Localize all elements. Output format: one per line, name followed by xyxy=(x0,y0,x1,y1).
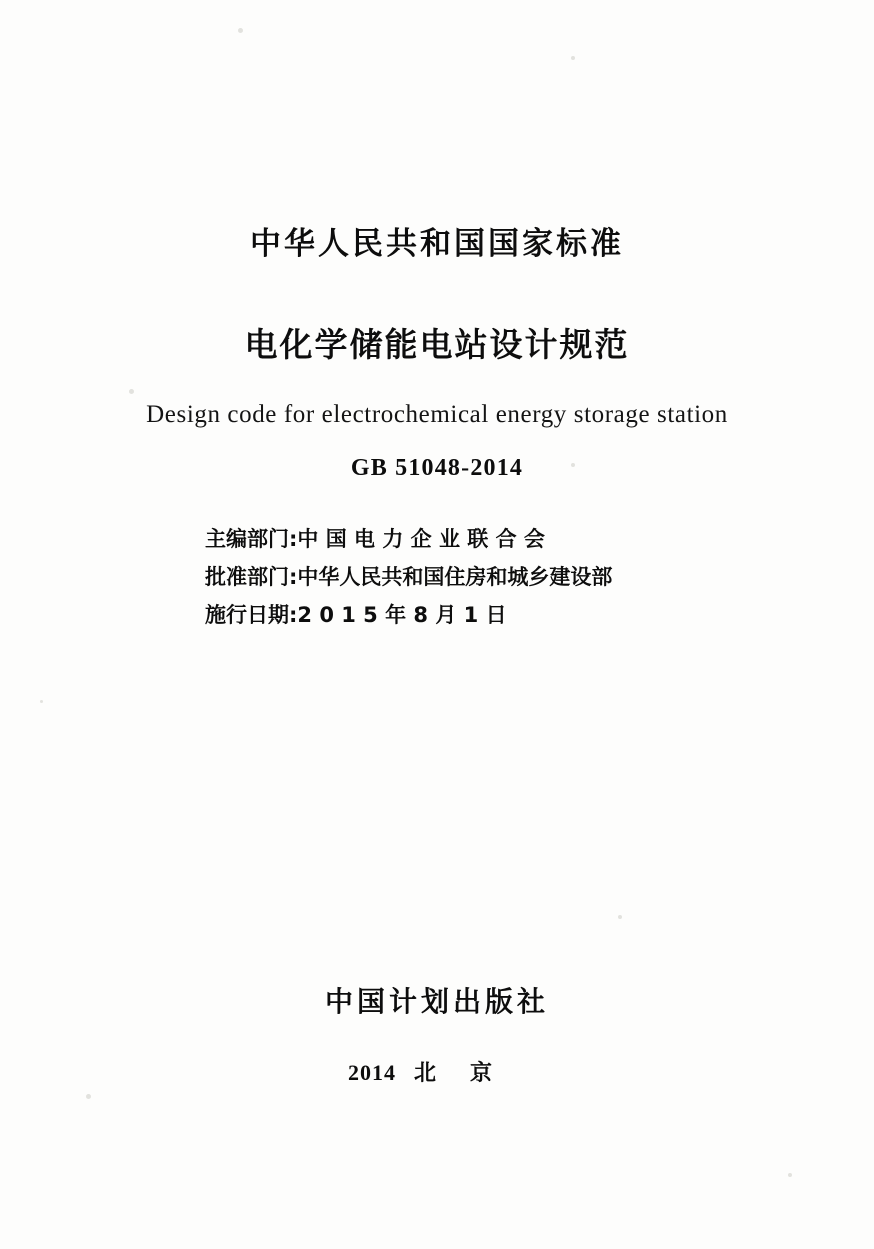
national-standard-header: 中华人民共和国国家标准 xyxy=(250,226,624,262)
metadata-block xyxy=(0,520,874,634)
metadata-row-chief-department xyxy=(205,520,874,558)
effective-date-label: 施行日期: xyxy=(205,603,298,627)
document-title-english: Design code for electrochemical energy storage station xyxy=(146,401,728,428)
approval-department-label: 批准部门: xyxy=(205,565,298,589)
metadata-row-effective-date xyxy=(205,596,874,634)
chief-department-value: 中 国 电 力 企 业 联 合 会 xyxy=(297,527,545,551)
publication-year: 2014 xyxy=(347,1060,396,1085)
document-title-chinese: 电化学储能电站设计规范 xyxy=(244,325,630,364)
chief-department-label: 主编部门: xyxy=(205,527,298,551)
metadata-row-approval-department xyxy=(205,558,874,596)
publisher-name: 中国计划出版社 xyxy=(324,985,549,1018)
effective-date-value: 2 0 1 5 年 8 月 1 日 xyxy=(297,603,507,627)
scan-speck xyxy=(86,1094,91,1099)
scan-speck xyxy=(788,1173,792,1177)
approval-department-value: 中华人民共和国住房和城乡建设部 xyxy=(297,565,613,589)
publication-year-city xyxy=(0,1056,874,1087)
standard-code-number: GB 51048-2014 xyxy=(350,455,524,481)
publication-city: 北京 xyxy=(413,1061,526,1086)
